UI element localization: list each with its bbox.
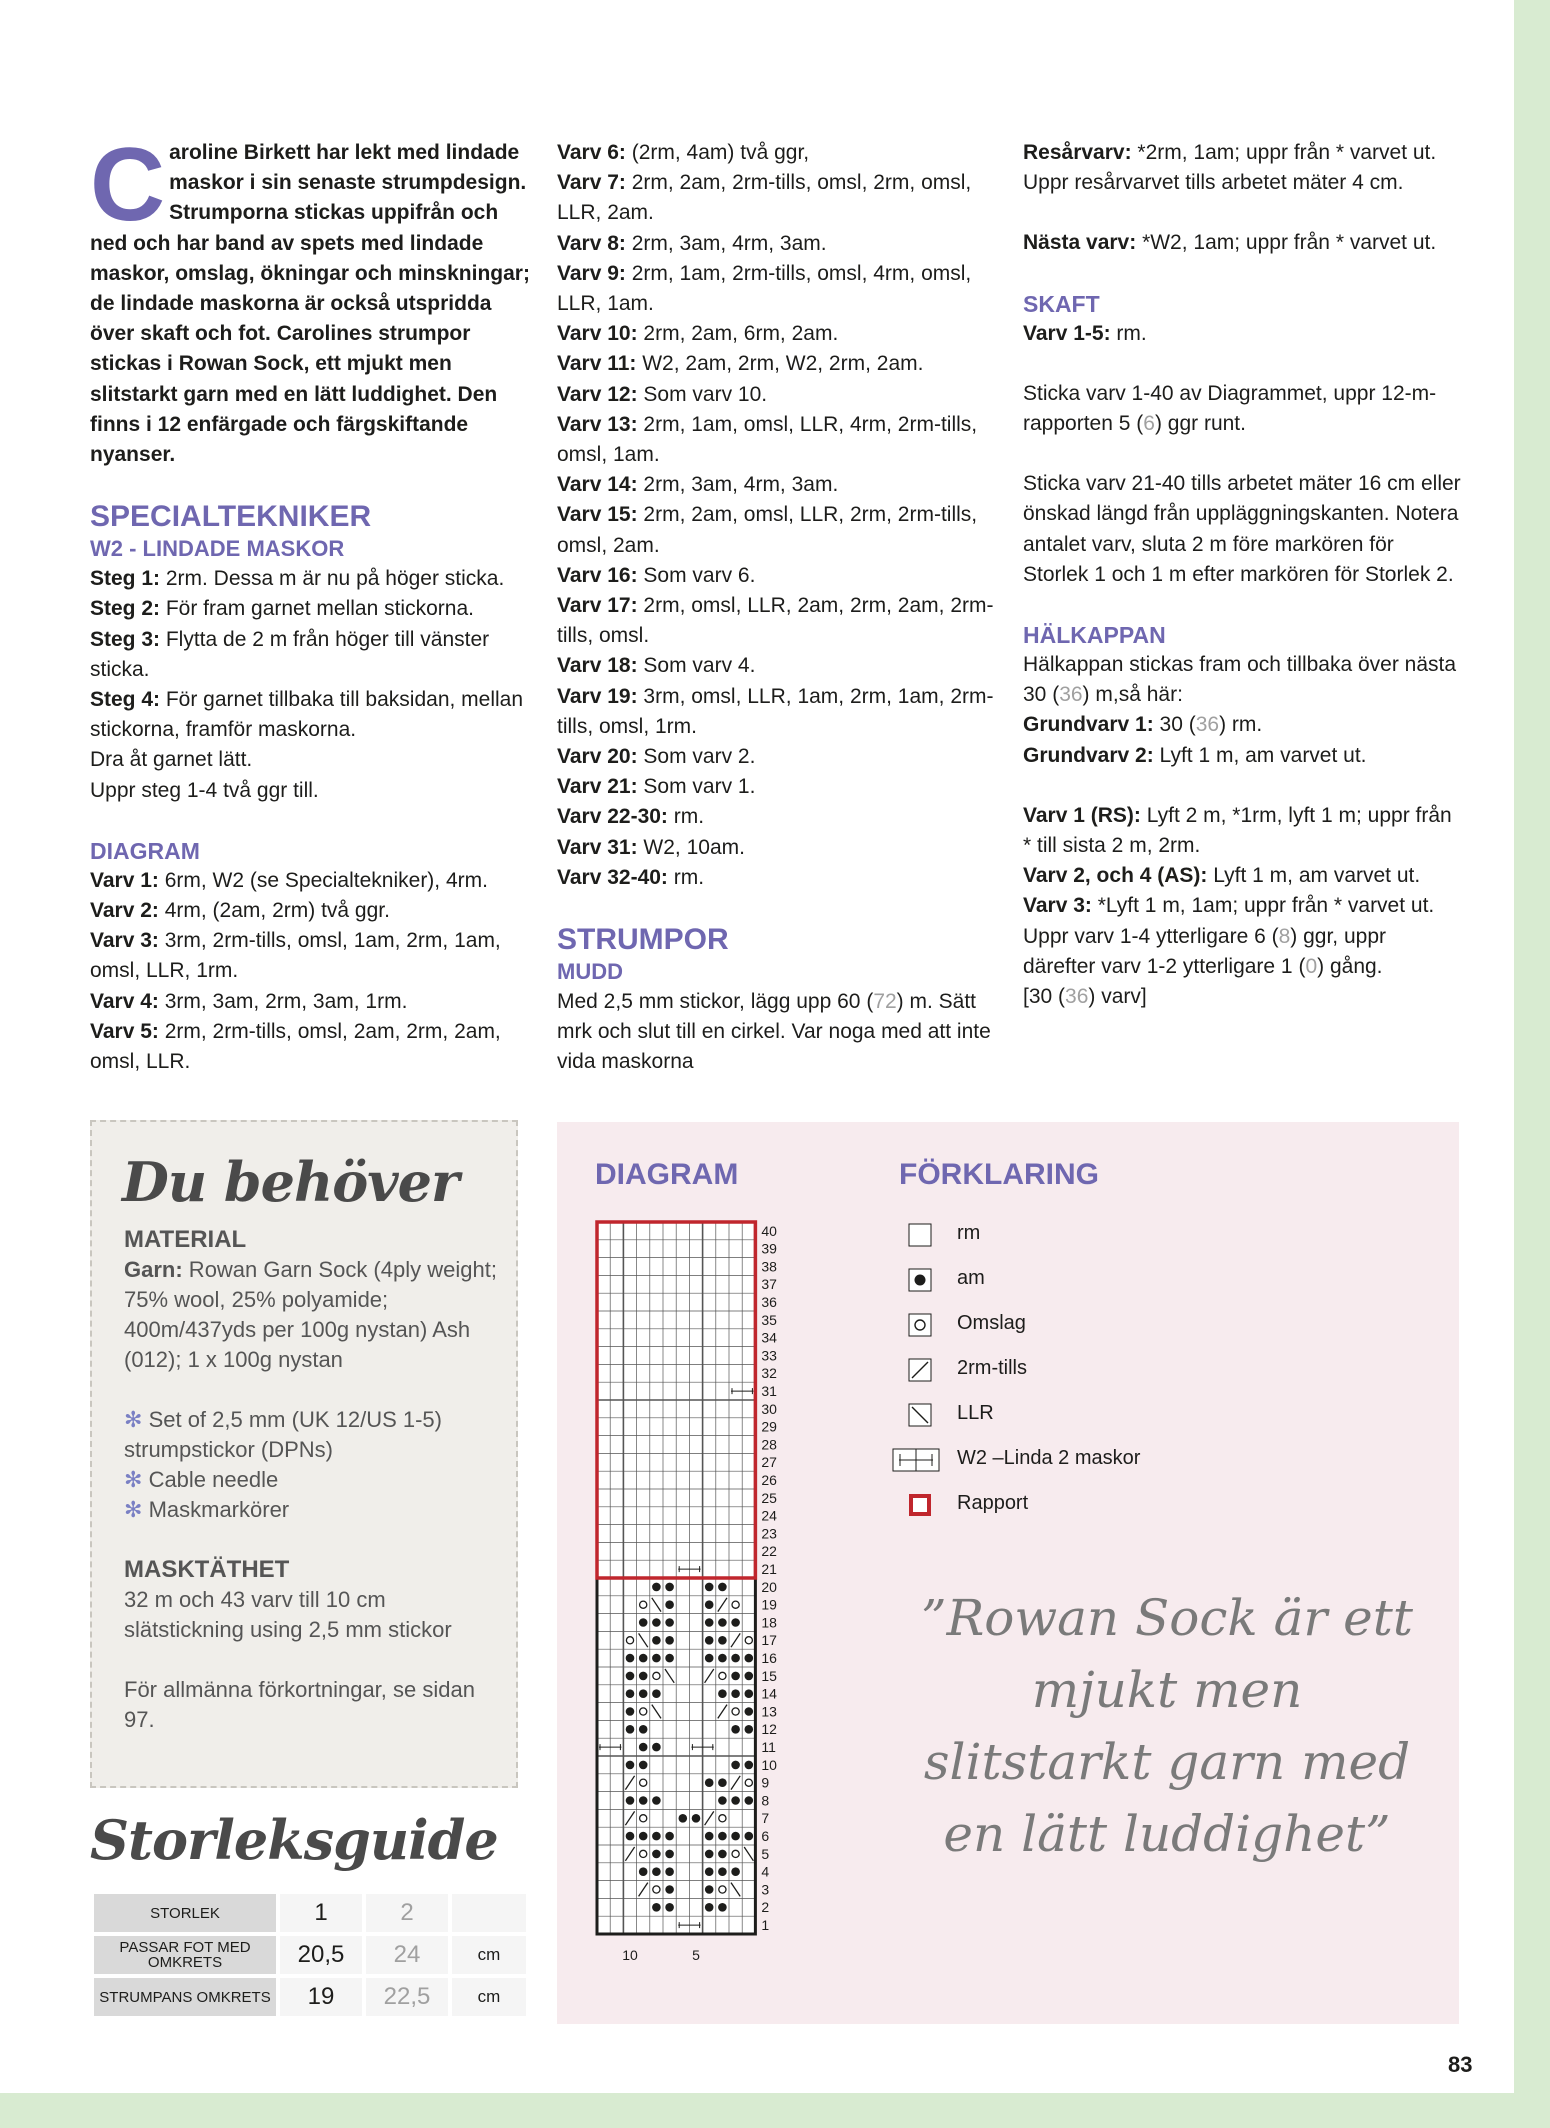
size-1-value: 1 (280, 1894, 362, 1932)
row-number: 36 (761, 1294, 777, 1310)
legend-label: am (957, 1267, 985, 1289)
legend-label: Omslag (957, 1312, 1026, 1334)
row-instruction: Varv 10: 2rm, 2am, 6rm, 2am. (557, 322, 839, 346)
legend-label: 2rm-tills (957, 1357, 1027, 1379)
purl-stitch (665, 1654, 674, 1663)
row-instruction: Varv 11: W2, 2am, 2rm, W2, 2rm, 2am. (557, 352, 924, 376)
purl-stitch (745, 1761, 754, 1770)
purl-stitch (665, 1850, 674, 1859)
row-number: 40 (761, 1222, 777, 1239)
unit: cm (452, 1936, 526, 1974)
row-number: 33 (761, 1347, 777, 1364)
purl-stitch (705, 1885, 714, 1894)
purl-stitch (639, 1761, 648, 1770)
row-number: 15 (761, 1667, 777, 1684)
varv-1-rs: Varv 1 (RS): Lyft 2 m, *1rm, lyft 1 m; uppr från * till sista 2 m, 2rm. (1023, 803, 1452, 858)
row-instruction: Varv 32-40: rm. (557, 865, 705, 889)
size-1-value: 20,5 (280, 1936, 362, 1974)
row-instruction: Varv 15: 2rm, 2am, omsl, LLR, 2rm, 2rm-tills, omsl, 2am. (557, 503, 978, 557)
row-number: 35 (761, 1311, 777, 1328)
halkappan-text: Hälkappan stickas fram och tillbaka över nästa 30 (36) m,så här: (1023, 653, 1457, 707)
legend-heading: FÖRKLARING (899, 1158, 1099, 1191)
purl-stitch (652, 1867, 661, 1876)
diagram-heading: DIAGRAM (595, 1158, 739, 1191)
row-instruction: Varv 17: 2rm, omsl, LLR, 2am, 2rm, 2am, 2rm-tills, omsl. (557, 594, 994, 648)
purl-stitch (718, 1636, 727, 1645)
row-instruction: Varv 13: 2rm, 1am, omsl, LLR, 4rm, 2rm-tills, omsl, 1am. (557, 412, 978, 467)
row-number: 7 (761, 1810, 770, 1827)
purl-stitch (665, 1832, 674, 1841)
purl-stitch (718, 1618, 727, 1627)
row-number: 22 (761, 1543, 777, 1560)
purl-stitch (731, 1672, 740, 1681)
purl-stitch (626, 1725, 635, 1734)
varv-3: Varv 3: *Lyft 1 m, 1am; uppr från * varvet ut. (1023, 894, 1435, 918)
row-number: 29 (761, 1418, 777, 1435)
purl-stitch (626, 1832, 635, 1841)
purl-stitch (665, 1600, 674, 1609)
gauge-text: 32 m och 43 varv till 10 cm slätstickning using 2,5 mm stickor (124, 1587, 452, 1642)
drop-cap: C (90, 127, 166, 243)
purl-stitch (718, 1796, 727, 1805)
purl-stitch (652, 1636, 661, 1645)
row-instruction: Varv 5: 2rm, 2rm-tills, omsl, 2am, 2rm, 2am, omsl, LLR. (90, 1019, 501, 1074)
purl-stitch (718, 1654, 727, 1663)
abbreviations-text: För allmänna förkortningar, se sidan 97. (124, 1677, 475, 1732)
materials-title: Du behöver (122, 1150, 459, 1214)
purl-stitch (665, 1867, 674, 1876)
subheading-w2: W2 - LINDADE MASKOR (90, 536, 345, 562)
purl-stitch (705, 1636, 714, 1645)
row-instruction: Varv 12: Som varv 10. (557, 382, 768, 406)
row-number: 37 (761, 1276, 777, 1293)
legend-label: Rapport (957, 1492, 1029, 1514)
purl-stitch (731, 1654, 740, 1663)
step-2: Steg 2: För fram garnet mellan stickorna. (90, 597, 474, 621)
size-guide-table (90, 1890, 530, 2020)
column-3 (1023, 138, 1463, 1012)
purl-stitch (745, 1725, 754, 1734)
purl-stitch (731, 1618, 740, 1627)
purl-stitch (731, 1796, 740, 1805)
row-number: 31 (761, 1383, 777, 1399)
legend-label: rm (957, 1222, 981, 1244)
table-row (94, 1894, 526, 1932)
row-number: 2 (761, 1899, 770, 1916)
row-number: 4 (761, 1863, 770, 1880)
heading-strumpor: STRUMPOR (557, 923, 729, 957)
page-number: 83 (1448, 2052, 1473, 2077)
size-guide-title: Storleksguide (90, 1808, 498, 1872)
column-number: 5 (692, 1947, 700, 1963)
purl-stitch (705, 1654, 714, 1663)
purl-stitch (705, 1618, 714, 1627)
row-instruction: Varv 22-30: rm. (557, 805, 705, 829)
purl-stitch (639, 1672, 648, 1681)
row-number: 13 (761, 1703, 777, 1720)
purl-stitch (652, 1583, 661, 1592)
purl-stitch (705, 1903, 714, 1912)
purl-stitch (639, 1618, 648, 1627)
purl-stitch (731, 1761, 740, 1770)
row-number: 5 (761, 1845, 770, 1862)
legend-rm-icon (909, 1224, 931, 1246)
row-instruction: Varv 20: Som varv 2. (557, 745, 756, 769)
row-number: 32 (761, 1365, 777, 1382)
step-extra-1: Dra åt garnet lätt. (90, 748, 253, 772)
row-number: 8 (761, 1792, 770, 1809)
row-instruction: Varv 8: 2rm, 3am, 4rm, 3am. (557, 231, 827, 255)
purl-stitch (626, 1654, 635, 1663)
purl-stitch (652, 1796, 661, 1805)
row-number: 6 (761, 1828, 770, 1844)
heading-skaft: SKAFT (1023, 290, 1100, 317)
purl-stitch (639, 1867, 648, 1876)
purl-stitch (718, 1689, 727, 1698)
purl-stitch (652, 1903, 661, 1912)
purl-stitch (626, 1689, 635, 1698)
row-instruction: Varv 3: 3rm, 2rm-tills, omsl, 1am, 2rm, 1am, omsl, LLR, 1rm. (90, 929, 501, 983)
purl-stitch (665, 1885, 674, 1894)
purl-stitch (705, 1832, 714, 1841)
row-instruction: Varv 7: 2rm, 2am, 2rm-tills, omsl, 2rm, omsl, LLR, 2am. (557, 171, 972, 225)
purl-stitch (718, 1778, 727, 1787)
row-number: 19 (761, 1596, 777, 1613)
purl-stitch (665, 1618, 674, 1627)
row-number: 30 (761, 1400, 777, 1417)
purl-stitch (745, 1796, 754, 1805)
varv-2-4-as: Varv 2, och 4 (AS): Lyft 1 m, am varvet ut. (1023, 864, 1421, 888)
row-instruction: Varv 18: Som varv 4. (557, 654, 756, 678)
purl-stitch (639, 1725, 648, 1734)
garn-text: Garn: Rowan Garn Sock (4ply weight; 75% wool, 25% polyamide; 400m/437yds per 100g nystan) Ash (012); 1 x 100g nystan (124, 1257, 497, 1372)
purl-stitch (626, 1761, 635, 1770)
size-1-value: 19 (280, 1978, 362, 2016)
purl-stitch (652, 1654, 661, 1663)
row-instruction: Varv 1: 6rm, W2 (se Specialtekniker), 4rm. (90, 868, 488, 892)
row-number: 11 (761, 1739, 776, 1755)
grundvarv-1: Grundvarv 1: 30 (36) rm. (1023, 713, 1263, 737)
row-instruction: Varv 21: Som varv 1. (557, 775, 756, 799)
purl-stitch (652, 1689, 661, 1698)
row-instruction: Varv 19: 3rm, omsl, LLR, 1am, 2rm, 1am, 2rm-tills, omsl, 1rm. (557, 684, 994, 738)
purl-stitch (639, 1654, 648, 1663)
purl-stitch (639, 1743, 648, 1752)
row-number: 27 (761, 1454, 777, 1471)
purl-stitch (639, 1796, 648, 1805)
purl-stitch (652, 1743, 661, 1752)
purl-stitch (705, 1583, 714, 1592)
purl-stitch (731, 1832, 740, 1841)
diagram-panel (557, 1122, 1459, 2024)
purl-stitch (705, 1778, 714, 1787)
materials-box (90, 1120, 518, 1788)
purl-stitch (626, 1672, 635, 1681)
skaft-varv: Varv 1-5: rm. (1023, 321, 1147, 345)
size-2-value: 2 (366, 1894, 448, 1932)
row-number: 39 (761, 1240, 777, 1257)
materials-body (124, 1225, 504, 1735)
heading-diagram: DIAGRAM (90, 837, 200, 864)
needs-item: ✻ Maskmarkörer (124, 1497, 290, 1522)
legend-repeat-icon (911, 1496, 929, 1514)
row-number: 26 (761, 1472, 777, 1488)
purl-stitch (705, 1850, 714, 1859)
row-number: 28 (761, 1436, 777, 1453)
step-3: Steg 3: Flytta de 2 m från höger till vänster sticka. (90, 627, 490, 681)
row-instruction: Varv 4: 3rm, 3am, 2rm, 3am, 1rm. (90, 989, 408, 1013)
purl-stitch (718, 1850, 727, 1859)
gauge-heading: MASKTÄTHET (124, 1556, 290, 1583)
purl-stitch (652, 1618, 661, 1627)
purl-stitch (679, 1814, 688, 1823)
purl-stitch (731, 1725, 740, 1734)
star-icon: ✻ (124, 1497, 143, 1522)
row-number: 1 (761, 1917, 770, 1933)
purl-stitch (665, 1903, 674, 1912)
unit: cm (452, 1978, 526, 2016)
purl-stitch (745, 1707, 754, 1716)
row-number: 12 (761, 1721, 777, 1738)
row-number: 20 (761, 1578, 777, 1595)
resar-varv: Resårvarv: *2rm, 1am; uppr från * varvet ut. Uppr resårvarvet tills arbetet mäter 4 cm. (1023, 141, 1437, 195)
legend-purl-dot (915, 1275, 926, 1286)
nasta-varv: Nästa varv: *W2, 1am; uppr från * varvet ut. (1023, 231, 1437, 255)
purl-stitch (665, 1583, 674, 1592)
row-number: 16 (761, 1650, 777, 1666)
row-instruction: Varv 31: W2, 10am. (557, 835, 745, 859)
heading-mudd: MUDD (557, 959, 623, 985)
row-number: 25 (761, 1489, 777, 1506)
row-instruction: Varv 9: 2rm, 1am, 2rm-tills, omsl, 4rm, omsl, LLR, 1am. (557, 261, 972, 316)
unit (452, 1894, 526, 1932)
purl-stitch (745, 1689, 754, 1698)
size-label: STRUMPANS OMKRETS (94, 1978, 276, 2016)
column-1 (90, 127, 530, 1077)
row-number: 10 (761, 1756, 777, 1773)
row-number: 17 (761, 1632, 777, 1649)
pull-quote: ”Rowan Sock är ett mjukt men slitstarkt garn med en lätt luddighet” (921, 1589, 1413, 1863)
purl-stitch (626, 1707, 635, 1716)
sticka-1: Sticka varv 1-40 av Diagrammet, uppr 12-m-rapporten 5 (6) ggr runt. (1023, 381, 1437, 436)
row-instruction: Varv 16: Som varv 6. (557, 563, 756, 587)
purl-stitch (731, 1867, 740, 1876)
star-icon: ✻ (124, 1467, 143, 1492)
size-2-value: 22,5 (366, 1978, 448, 2016)
column-2 (557, 138, 1002, 1078)
row-number: 3 (761, 1881, 770, 1898)
purl-stitch (652, 1832, 661, 1841)
size-label: PASSAR FOT MED OMKRETS (94, 1936, 276, 1974)
needs-item: ✻ Set of 2,5 mm (UK 12/US 1-5) strumpstickor (DPNs) (124, 1407, 442, 1462)
row-instruction: Varv 2: 4rm, (2am, 2rm) två ggr. (90, 899, 390, 923)
purl-stitch (718, 1867, 727, 1876)
purl-stitch (718, 1903, 727, 1912)
row-number: 18 (761, 1614, 777, 1631)
purl-stitch (745, 1672, 754, 1681)
purl-stitch (745, 1832, 754, 1841)
row-number: 9 (761, 1774, 770, 1791)
purl-stitch (731, 1689, 740, 1698)
star-icon: ✻ (124, 1407, 143, 1432)
row-number: 34 (761, 1329, 777, 1346)
row-instruction: Varv 6: (2rm, 4am) två ggr, (557, 141, 810, 164)
legend-label: LLR (957, 1402, 994, 1424)
purl-stitch (639, 1832, 648, 1841)
step-extra-2: Uppr steg 1-4 två ggr till. (90, 778, 319, 802)
material-heading: MATERIAL (124, 1226, 247, 1253)
size-label: STORLEK (94, 1894, 276, 1932)
total-varv: [30 (36) varv] (1023, 985, 1147, 1009)
legend-omsl-icon (909, 1314, 931, 1336)
purl-stitch (652, 1850, 661, 1859)
purl-stitch (745, 1654, 754, 1663)
row-number: 14 (761, 1685, 777, 1702)
purl-stitch (705, 1867, 714, 1876)
row-number: 24 (761, 1507, 777, 1524)
heading-specialtekniker: SPECIALTEKNIKER (90, 500, 372, 534)
table-row (94, 1936, 526, 1974)
purl-stitch (718, 1832, 727, 1841)
purl-stitch (692, 1814, 701, 1823)
uppr-varv: Uppr varv 1-4 ytterligare 6 (8) ggr, uppr därefter varv 1-2 ytterligare 1 (0) gång. (1023, 924, 1387, 978)
row-instruction: Varv 14: 2rm, 3am, 4rm, 3am. (557, 473, 839, 497)
purl-stitch (705, 1600, 714, 1609)
sticka-2: Sticka varv 21-40 tills arbetet mäter 16 cm eller önskad längd från uppläggningskanten. Notera antalet varv, sluta 2 m före markören för Storlek 1 och 1 m efter markören för Storlek 2. (1023, 472, 1461, 586)
legend-label: W2 –Linda 2 maskor (957, 1447, 1141, 1469)
purl-stitch (639, 1689, 648, 1698)
purl-stitch (665, 1636, 674, 1645)
step-1: Steg 1: 2rm. Dessa m är nu på höger sticka. (90, 567, 505, 591)
table-row (94, 1978, 526, 2016)
grundvarv-2: Grundvarv 2: Lyft 1 m, am varvet ut. (1023, 743, 1367, 767)
mudd-text: Med 2,5 mm stickor, lägg upp 60 (72) m. Sätt mrk och slut till en cirkel. Var noga med att inte vida maskorna (557, 990, 991, 1074)
intro-paragraph: Caroline Birkett har lekt med lindade maskor i sin senaste strumpdesign. Strumporna stickas uppifrån och ned och har band av spets med lindade maskor, omslag, ökningar och minskningar; de lindade maskorna är också utspridda över skaft och fot. Carolines strumpor stickas i Rowan Sock, ett mjukt men slitstarkt garn med en lätt luddighet. Den finns i 12 enfärgade och färgskiftande nyanser. (90, 127, 530, 467)
step-4: Steg 4: För garnet tillbaka till baksidan, mellan stickorna, framför maskorna. (90, 688, 524, 742)
row-number: 21 (761, 1561, 777, 1577)
purl-stitch (718, 1583, 727, 1592)
column-number: 10 (622, 1947, 638, 1963)
size-2-value: 24 (366, 1936, 448, 1974)
row-number: 23 (761, 1525, 777, 1542)
knitting-chart (557, 1122, 1459, 2024)
needs-item: ✻ Cable needle (124, 1467, 279, 1492)
heading-halkappan: HÄLKAPPAN (1023, 622, 1166, 649)
row-number: 38 (761, 1258, 777, 1275)
purl-stitch (626, 1796, 635, 1805)
